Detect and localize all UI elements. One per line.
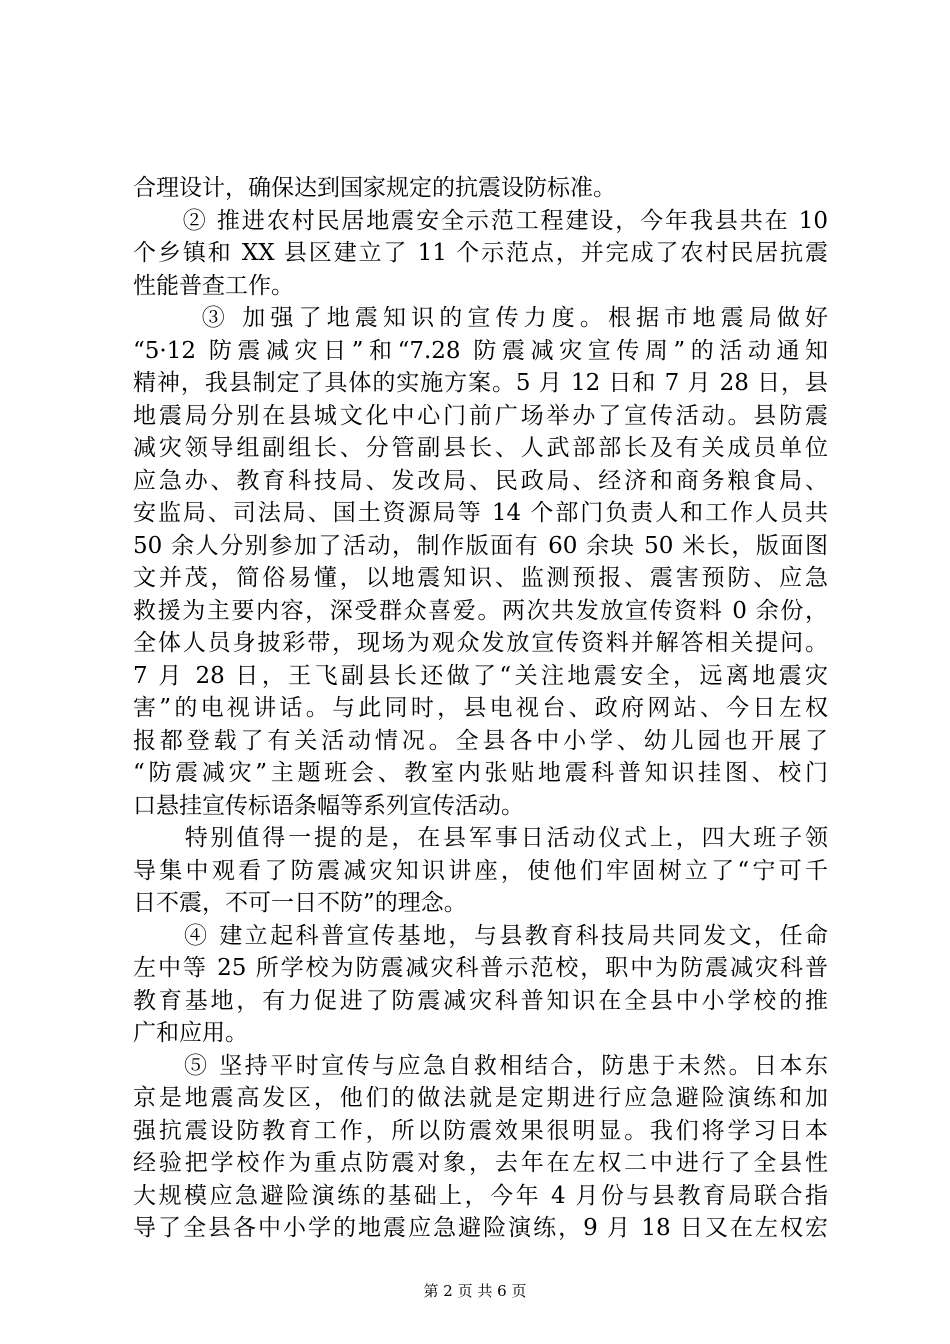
text-line: 7 月 28 日，王飞副县长还做了“关注地震安全，远离地震灾 [133, 662, 828, 689]
text-line: 地震局分别在县城文化中心门前广场举办了宣传活动。县防震 [133, 402, 828, 429]
text-line: 合理设计，确保达到国家规定的抗震设防标准。 [133, 175, 616, 201]
text-line: 大规模应急避险演练的基础上，今年 4 月份与县教育局联合指 [133, 1182, 828, 1209]
text-line: 强抗震设防教育工作，所以防震效果很明显。我们将学习日本 [133, 1117, 828, 1144]
text-line: 全体人员身披彩带，现场为观众发放宣传资料并解答相关提问。 [133, 630, 828, 656]
text-line: ③ 加强了地震知识的宣传力度。根据市地震局做好 [133, 305, 828, 331]
text-line: 京是地震高发区，他们的做法就是定期进行应急避险演练和加 [133, 1085, 828, 1111]
text-line: 经验把学校作为重点防震对象，去年在左权二中进行了全县性 [133, 1150, 828, 1176]
text-line: ② 推进农村民居地震安全示范工程建设，今年我县共在 10 [133, 207, 828, 234]
text-line: 性能普查工作。 [133, 272, 294, 299]
text-line: ⑤ 坚持平时宣传与应急自救相结合，防患于未然。日本东 [133, 1052, 828, 1079]
text-line: 左中等 25 所学校为防震减灾科普示范校，职中为防震减灾科普 [133, 955, 828, 981]
text-line: 导集中观看了防震减灾知识讲座，使他们牢固树立了“宁可千 [133, 857, 828, 884]
text-line: 害”的电视讲话。与此同时，县电视台、政府网站、今日左权 [133, 695, 828, 721]
text-line: 教育基地，有力促进了防震减灾科普知识在全县中小学校的推 [133, 987, 828, 1014]
text-line: 口悬挂宣传标语条幅等系列宣传活动。 [133, 792, 524, 819]
body-text [133, 172, 828, 1245]
text-line: 日不震，不可一日不防”的理念。 [133, 890, 467, 916]
text-line: 精神，我县制定了具体的实施方案。5 月 12 日和 7 月 28 日，县 [133, 370, 828, 396]
text-line: 应急办、教育科技局、发改局、民政局、经济和商务粮食局、 [133, 467, 828, 494]
text-line: 救援为主要内容，深受群众喜爱。两次共发放宣传资料 0 余份， [133, 597, 828, 624]
text-line: 报都登载了有关活动情况。全县各中小学、幼儿园也开展了 [133, 727, 828, 754]
text-line: 特别值得一提的是，在县军事日活动仪式上，四大班子领 [133, 825, 828, 851]
text-line: 安监局、司法局、国土资源局等 14 个部门负责人和工作人员共 [133, 500, 828, 526]
text-line: ④ 建立起科普宣传基地，与县教育科技局共同发文，任命 [133, 922, 828, 949]
document-body [133, 172, 828, 1245]
text-line: 50 余人分别参加了活动，制作版面有 60 余块 50 米长，版面图 [133, 532, 828, 559]
text-line: 文并茂，简俗易懂，以地震知识、监测预报、震害预防、应急 [133, 565, 828, 591]
text-line: 个乡镇和 XX 县区建立了 11 个示范点，并完成了农村民居抗震 [133, 240, 828, 266]
text-line: 广和应用。 [133, 1020, 248, 1046]
text-line: “防震减灾”主题班会、教室内张贴地震科普知识挂图、校门 [133, 760, 828, 786]
text-line: 减灾领导组副组长、分管副县长、人武部部长及有关成员单位 [133, 435, 828, 461]
text-line: “5·12 防震减灾日”和“7.28 防震减灾宣传周”的活动通知 [133, 337, 828, 364]
page-footer: 第 2 页 共 6 页 [423, 1282, 527, 1300]
text-line: 导了全县各中小学的地震应急避险演练，9 月 18 日又在左权宏 [133, 1215, 828, 1241]
